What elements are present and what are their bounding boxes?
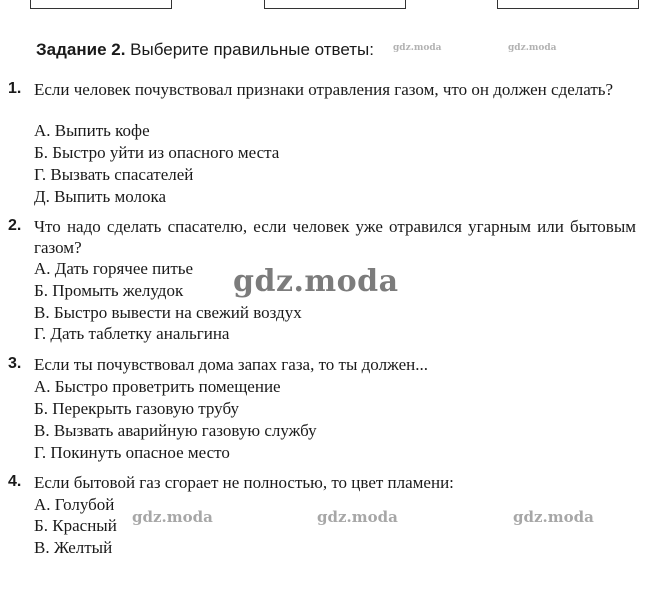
question-number: 1. xyxy=(8,80,22,97)
question-text: Что надо сделать спасателю, если человек уже отравился угарным или бытовым газом? xyxy=(34,217,636,257)
option: А. Дать горячее питье xyxy=(34,259,194,278)
task-text: Выберите правильные ответы: xyxy=(130,40,374,59)
option: Б. Промыть желудок xyxy=(34,281,184,300)
option: В. Желтый xyxy=(34,538,113,557)
option: А. Голубой xyxy=(34,495,115,514)
option: Б. Быстро уйти из опасного места xyxy=(34,143,280,162)
option: Д. Выпить молока xyxy=(34,187,167,206)
watermark: gdz.moda xyxy=(132,508,213,526)
question-text: Если ты почувствовал дома запах газа, то ты должен... xyxy=(34,355,428,374)
question-text: Если бытовой газ сгорает не полностью, то цвет пламени: xyxy=(34,473,454,492)
question-text: Если человек почувствовал признаки отравления газом, что он должен сделать? xyxy=(34,80,614,99)
watermark: gdz.moda xyxy=(233,264,399,299)
answer-box-3 xyxy=(497,0,639,9)
watermark: gdz.moda xyxy=(317,508,398,526)
answer-box-1 xyxy=(30,0,172,9)
option: Б. Перекрыть газовую трубу xyxy=(34,399,239,418)
question-number: 3. xyxy=(8,355,22,372)
option: Г. Покинуть опасное место xyxy=(34,443,230,462)
option: В. Вызвать аварийную газовую службу xyxy=(34,421,317,440)
task-heading xyxy=(36,40,374,60)
watermark: gdz.moda xyxy=(513,508,594,526)
option: А. Быстро проветрить помещение xyxy=(34,377,281,396)
task-label: Задание 2. xyxy=(36,40,126,59)
watermark: gdz.moda xyxy=(393,43,442,53)
option: В. Быстро вывести на свежий воздух xyxy=(34,303,302,322)
option: Г. Дать таблетку анальгина xyxy=(34,324,230,343)
question-number: 2. xyxy=(8,217,22,234)
watermark: gdz.moda xyxy=(508,43,557,53)
option: А. Выпить кофе xyxy=(34,121,150,140)
question-number: 4. xyxy=(8,473,22,490)
option: Г. Вызвать спасателей xyxy=(34,165,194,184)
answer-box-2 xyxy=(264,0,406,9)
option: Б. Красный xyxy=(34,516,117,535)
